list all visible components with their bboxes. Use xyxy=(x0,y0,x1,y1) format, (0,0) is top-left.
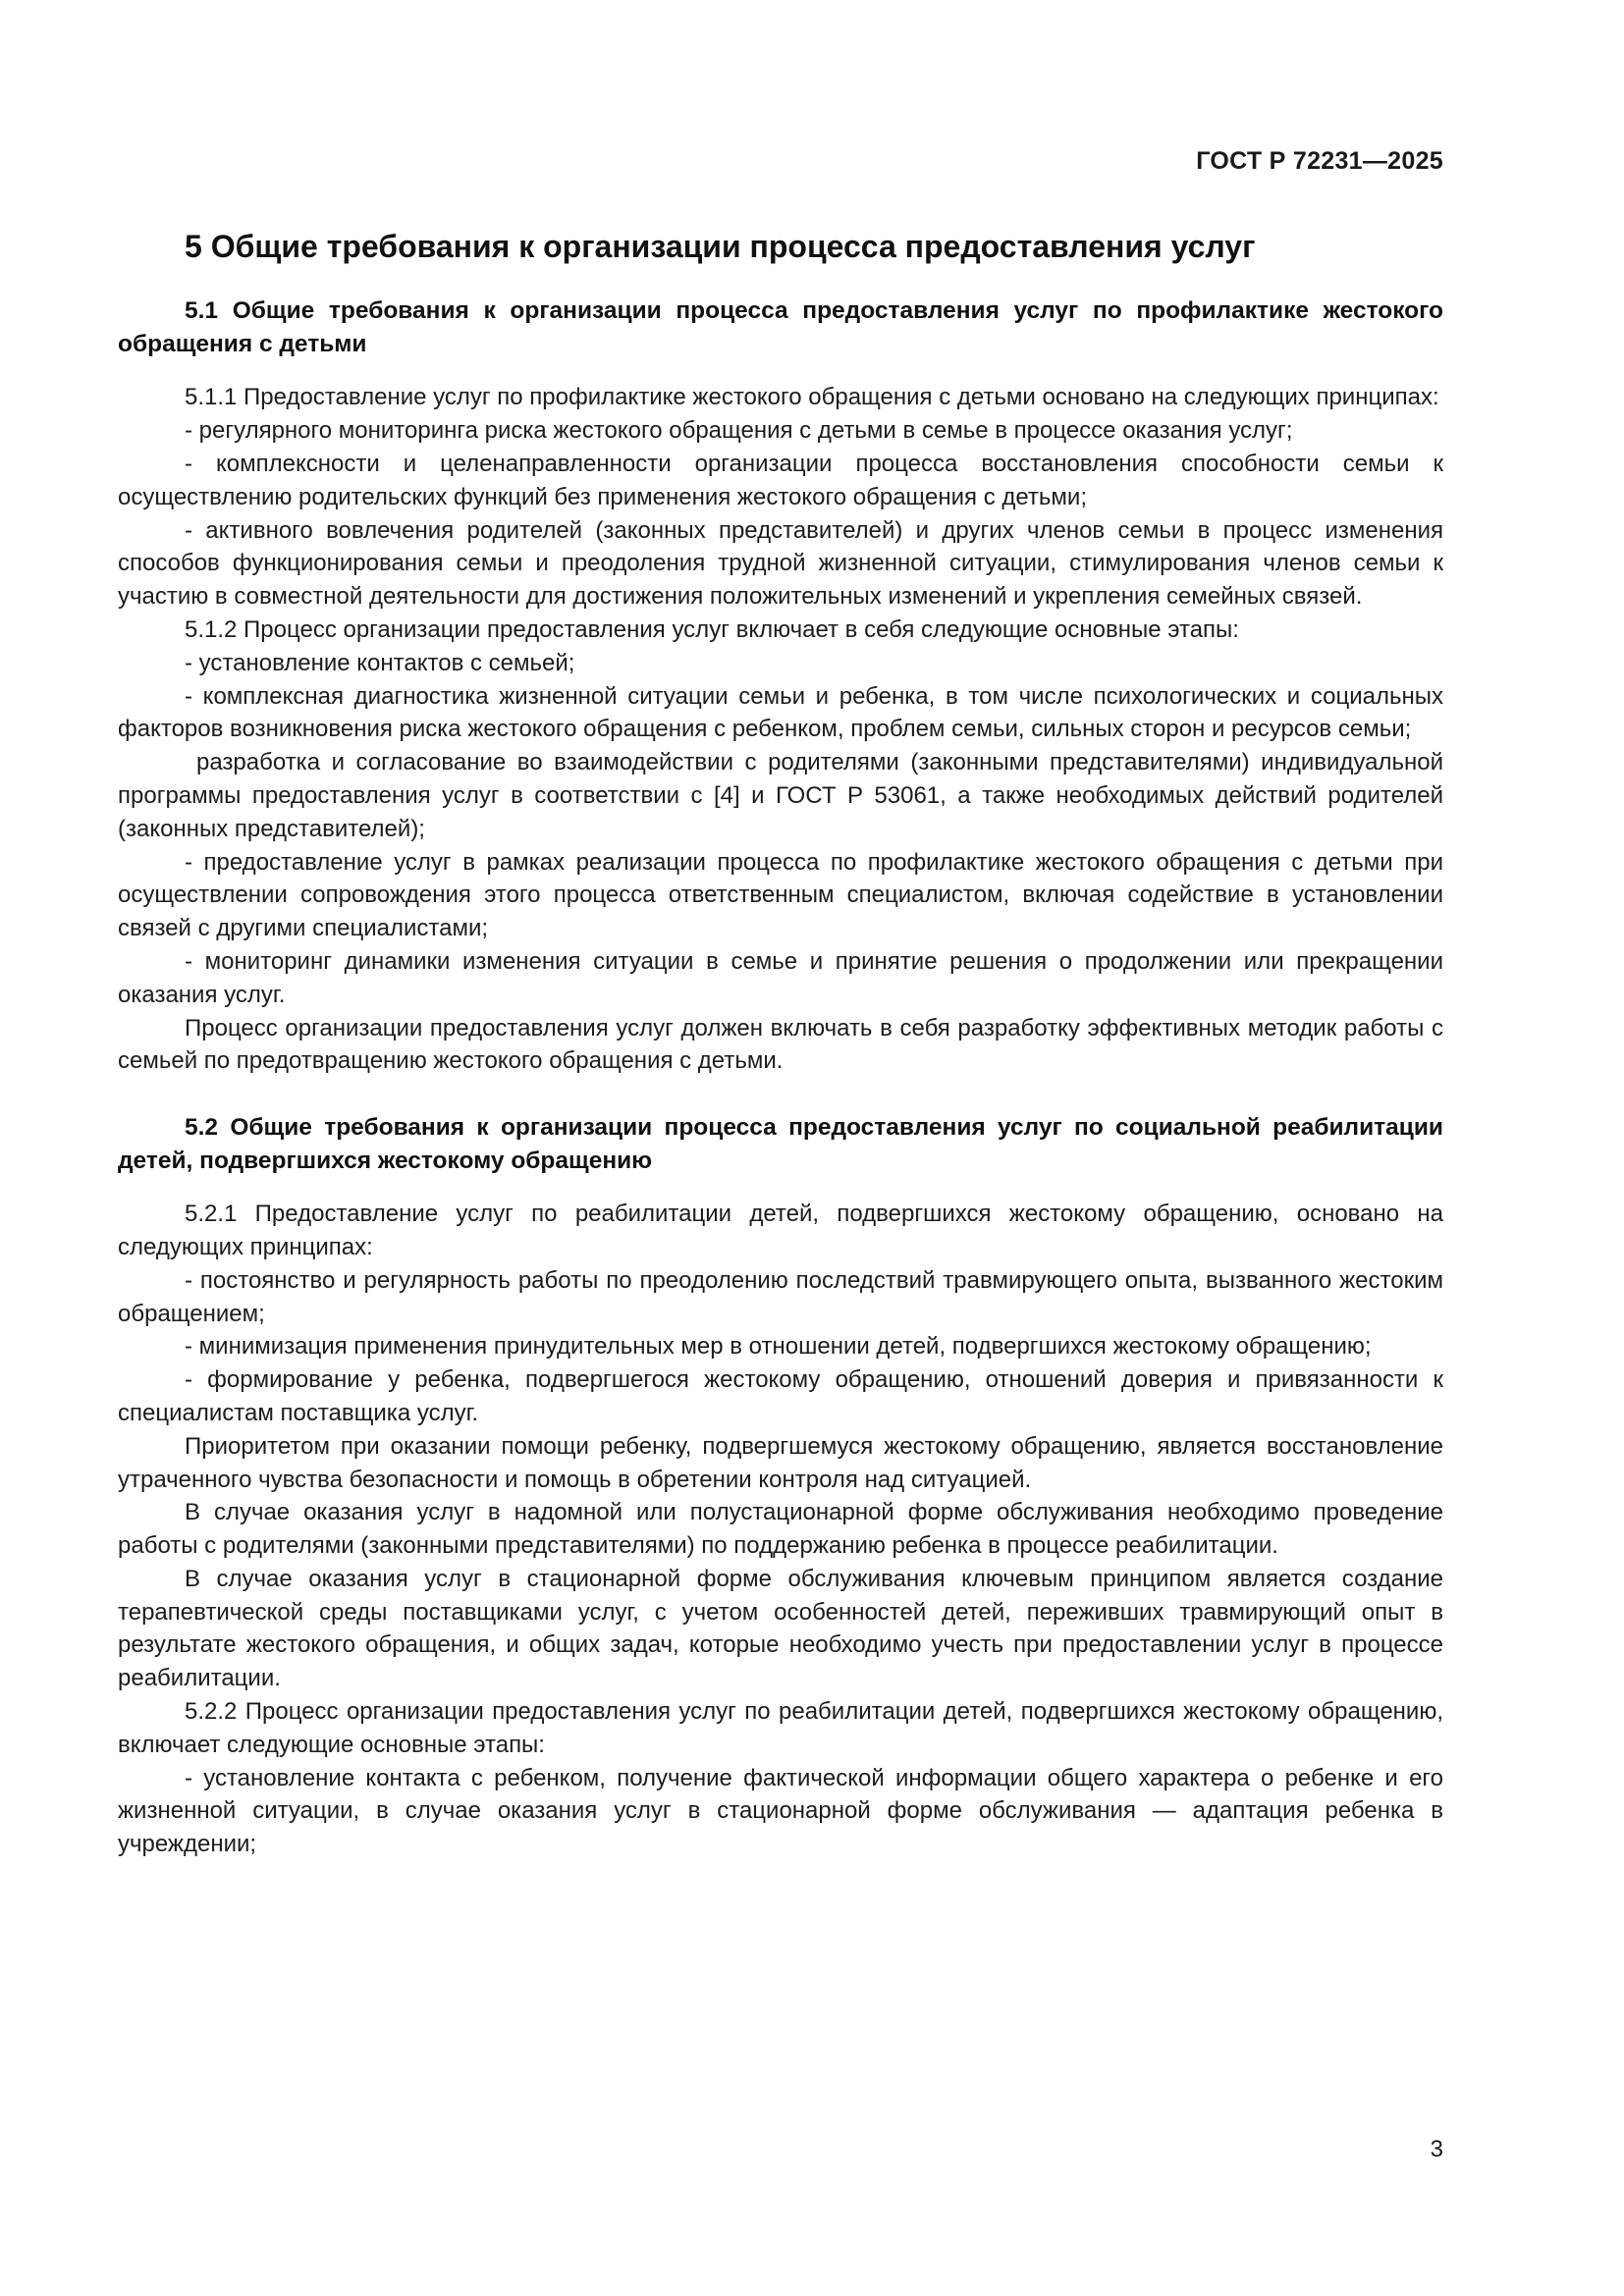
page-number: 3 xyxy=(1430,2136,1443,2163)
list-item: - комплексная диагностика жизненной ситуации семьи и ребенка, в том числе психологических и социальных факторов возникновения риска жестокого обращения с ребенком, проблем семьи, сильных сторон и ресурсов семьи; xyxy=(118,682,1443,743)
paragraph-5-2-2: 5.2.2 Процесс организации предоставления услуг по реабилитации детей, подвергшихся жестокому обращению, включает следующие основные этапы: xyxy=(118,1698,1443,1758)
section-5-title: 5 Общие требования к организации процесса предоставления услуг xyxy=(185,229,1256,264)
body-paragraph: Приоритетом при оказании помощи ребенку, подвергшемуся жестокому обращению, является восстановление утраченного чувства безопасности и помощь в обретении контроля над ситуацией. xyxy=(118,1432,1443,1493)
list-item: разработка и согласование во взаимодействии с родителями (законными представителями) индивидуальной программы предоставления услуг в соответствии с [4] и ГОСТ Р 53061, а также необходимых действий родителей (законных представителей); xyxy=(118,749,1443,842)
paragraph-5-1-1: 5.1.1 Предоставление услуг по профилактике жестокого обращения с детьми основано на следующих принципах: xyxy=(185,384,1439,411)
section-5-1-title: 5.1 Общие требования к организации процесса предоставления услуг по профилактике жестокого обращения с детьми xyxy=(118,297,1443,358)
list-item: - мониторинг динамики изменения ситуации в семье и принятие решения о продолжении или прекращении оказания услуг. xyxy=(118,947,1443,1008)
document-body xyxy=(118,228,1443,1861)
list-item: - постоянство и регулярность работы по преодолению последствий травмирующего опыта, вызванного жестоким обращением; xyxy=(118,1266,1443,1327)
list-item: - минимизация применения принудительных мер в отношении детей, подвергшихся жестокому обращению; xyxy=(185,1333,1372,1361)
list-item: - формирование у ребенка, подвергшегося жестокому обращению, отношений доверия и привязанности к специалистам поставщика услуг. xyxy=(118,1366,1443,1426)
body-paragraph: В случае оказания услуг в надомной или полустационарной форме обслуживания необходимо проведение работы с родителями (законными представителями) по поддержанию ребенка в процессе реабилитации. xyxy=(118,1499,1443,1560)
list-item: - комплексности и целенаправленности организации процесса восстановления способности семьи к осуществлению родительских функций без применения жестокого обращения с детьми; xyxy=(118,450,1443,510)
list-item: - активного вовлечения родителей (законных представителей) и других членов семьи в процесс изменения способов функционирования семьи и преодоления трудной жизненной ситуации, стимулирования членов семьи к участию в совместной деятельности для достижения положительных изменений и укрепления семейных связей. xyxy=(118,516,1443,611)
body-paragraph: В случае оказания услуг в стационарной форме обслуживания ключевым принципом является создание терапевтической среды поставщиками услуг, с учетом особенностей детей, переживших травмирующий опыт в результате жестокого обращения, и общих задач, которые необходимо учесть при предоставлении услуг в процессе реабилитации. xyxy=(118,1565,1443,1692)
section-5-2-title: 5.2 Общие требования к организации процесса предоставления услуг по социальной реабилитации детей, подвергшихся жестокому обращению xyxy=(118,1114,1443,1175)
paragraph-5-1-2: 5.1.2 Процесс организации предоставления услуг включает в себя следующие основные этапы: xyxy=(185,615,1239,643)
list-item: - установление контакта с ребенком, получение фактической информации общего характера о ребенке и его жизненной ситуации, в случае оказания услуг в стационарной форме обслуживания — адаптация ребенка в учреждении; xyxy=(118,1764,1443,1858)
document-number-header: ГОСТ Р 72231—2025 xyxy=(1196,147,1443,175)
body-paragraph: Процесс организации предоставления услуг должен включать в себя разработку эффективных методик работы с семьей по предотвращению жестокого обращения с детьми. xyxy=(118,1014,1443,1075)
list-item: - предоставление услуг в рамках реализации процесса по профилактике жестокого обращения с детьми при осуществлении сопровождения этого процесса ответственным специалистом, включая содействие в установлении связей с другими специалистами; xyxy=(118,848,1443,942)
paragraph-5-2-1: 5.2.1 Предоставление услуг по реабилитации детей, подвергшихся жестокому обращению, основано на следующих принципах: xyxy=(118,1201,1443,1260)
list-item: - регулярного мониторинга риска жестокого обращения с детьми в семье в процессе оказания услуг; xyxy=(185,417,1293,445)
list-item: - установление контактов с семьей; xyxy=(185,649,575,676)
